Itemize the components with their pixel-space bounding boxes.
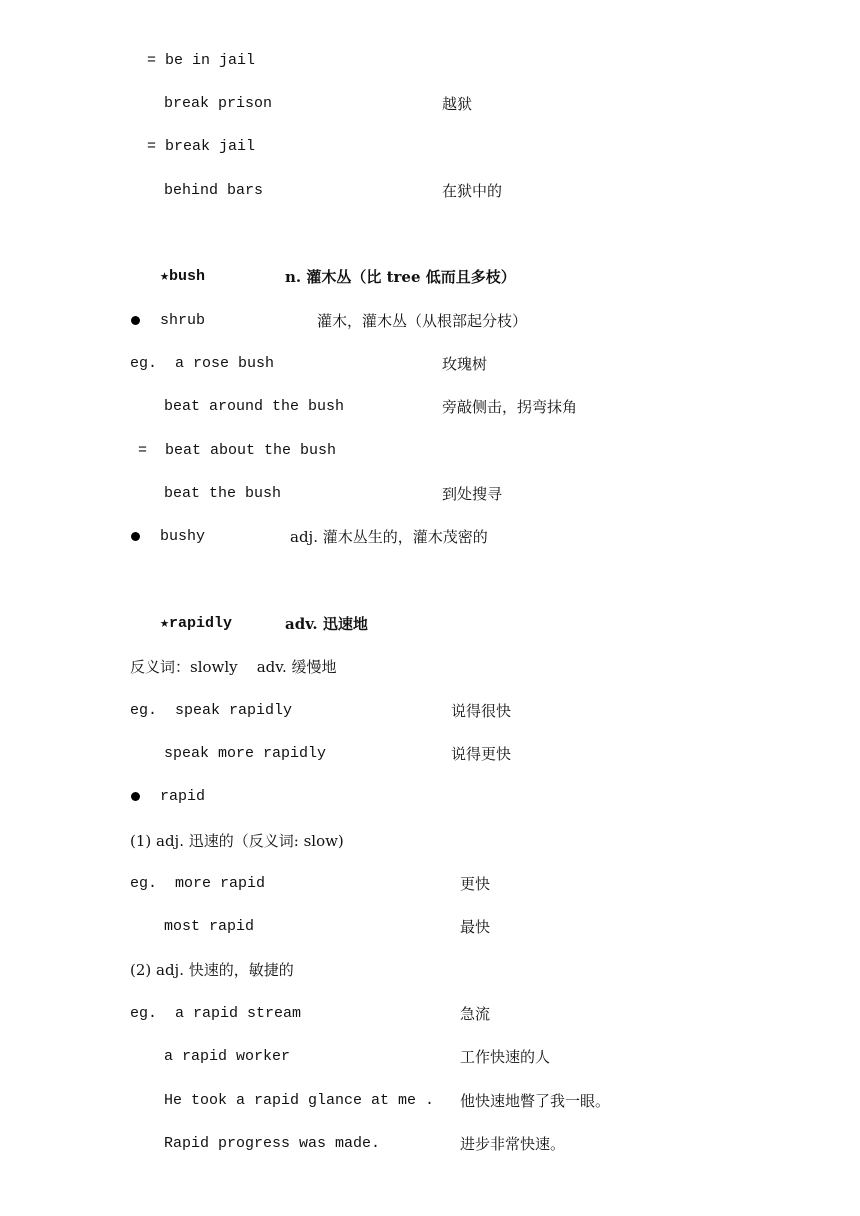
example-more-rapid: eg. more rapid (130, 875, 266, 892)
example-most-rapid: most rapid (164, 918, 255, 935)
translation-speak-more-rapidly: 说得更快 (451, 745, 512, 763)
sense-2-rapid: (2) adj. 快速的，敏捷的 (130, 961, 294, 979)
antonym-rapidly: 反义词：slowly adv. 缓慢地 (130, 658, 337, 676)
translation-speak-rapidly: 说得很快 (451, 702, 512, 720)
word-shrub: shrub (160, 312, 206, 329)
definition-bushy: adj. 灌木丛生的，灌木茂密的 (290, 528, 488, 546)
translation-rapid-stream: 急流 (460, 1005, 491, 1023)
translation-behind-bars: 在狱中的 (442, 182, 503, 200)
phrase-break-jail: = break jail (147, 138, 256, 155)
translation-more-rapid: 更快 (460, 875, 491, 893)
sense-1-rapid: (1) adj. 迅速的（反义词: slow) (130, 832, 344, 850)
translation-break-prison: 越狱 (442, 95, 473, 113)
example-rapid-glance: He took a rapid glance at me . (164, 1092, 435, 1109)
translation-most-rapid: 最快 (460, 918, 491, 936)
word-rapid: rapid (160, 788, 206, 805)
phrase-beat-about-the-bush: = beat about the bush (138, 442, 337, 459)
definition-rapidly: adv. 迅速地 (285, 615, 368, 633)
translation-beat-the-bush: 到处搜寻 (442, 485, 503, 503)
example-speak-more-rapidly: speak more rapidly (164, 745, 327, 762)
example-rapid-worker: a rapid worker (164, 1048, 291, 1065)
example-rose-bush: eg. a rose bush (130, 355, 275, 372)
phrase-beat-the-bush: beat the bush (164, 485, 282, 502)
translation-rapid-glance: 他快速地瞥了我一眼。 (460, 1092, 611, 1110)
translation-rapid-worker: 工作快速的人 (460, 1048, 551, 1066)
translation-beat-around-the-bush: 旁敲侧击，拐弯抹角 (442, 398, 578, 416)
headword-bush: ★bush (160, 268, 206, 285)
phrase-beat-around-the-bush: beat around the bush (164, 398, 345, 415)
example-speak-rapidly: eg. speak rapidly (130, 702, 293, 719)
translation-rose-bush: 玫瑰树 (442, 355, 488, 373)
bullet-icon (131, 532, 140, 541)
definition-bush: n. 灌木丛（比 tree 低而且多枝） (285, 268, 516, 286)
phrase-behind-bars: behind bars (164, 182, 264, 199)
translation-rapid-progress: 进步非常快速。 (460, 1135, 566, 1153)
word-bushy: bushy (160, 528, 206, 545)
example-rapid-progress: Rapid progress was made. (164, 1135, 381, 1152)
headword-rapidly: ★rapidly (160, 615, 233, 632)
phrase-break-prison: break prison (164, 95, 273, 112)
bullet-icon (131, 792, 140, 801)
definition-shrub: 灌木，灌木丛（从根部起分枝） (317, 312, 528, 330)
example-rapid-stream: eg. a rapid stream (130, 1005, 302, 1022)
phrase-be-in-jail: = be in jail (147, 52, 256, 69)
bullet-icon (131, 316, 140, 325)
